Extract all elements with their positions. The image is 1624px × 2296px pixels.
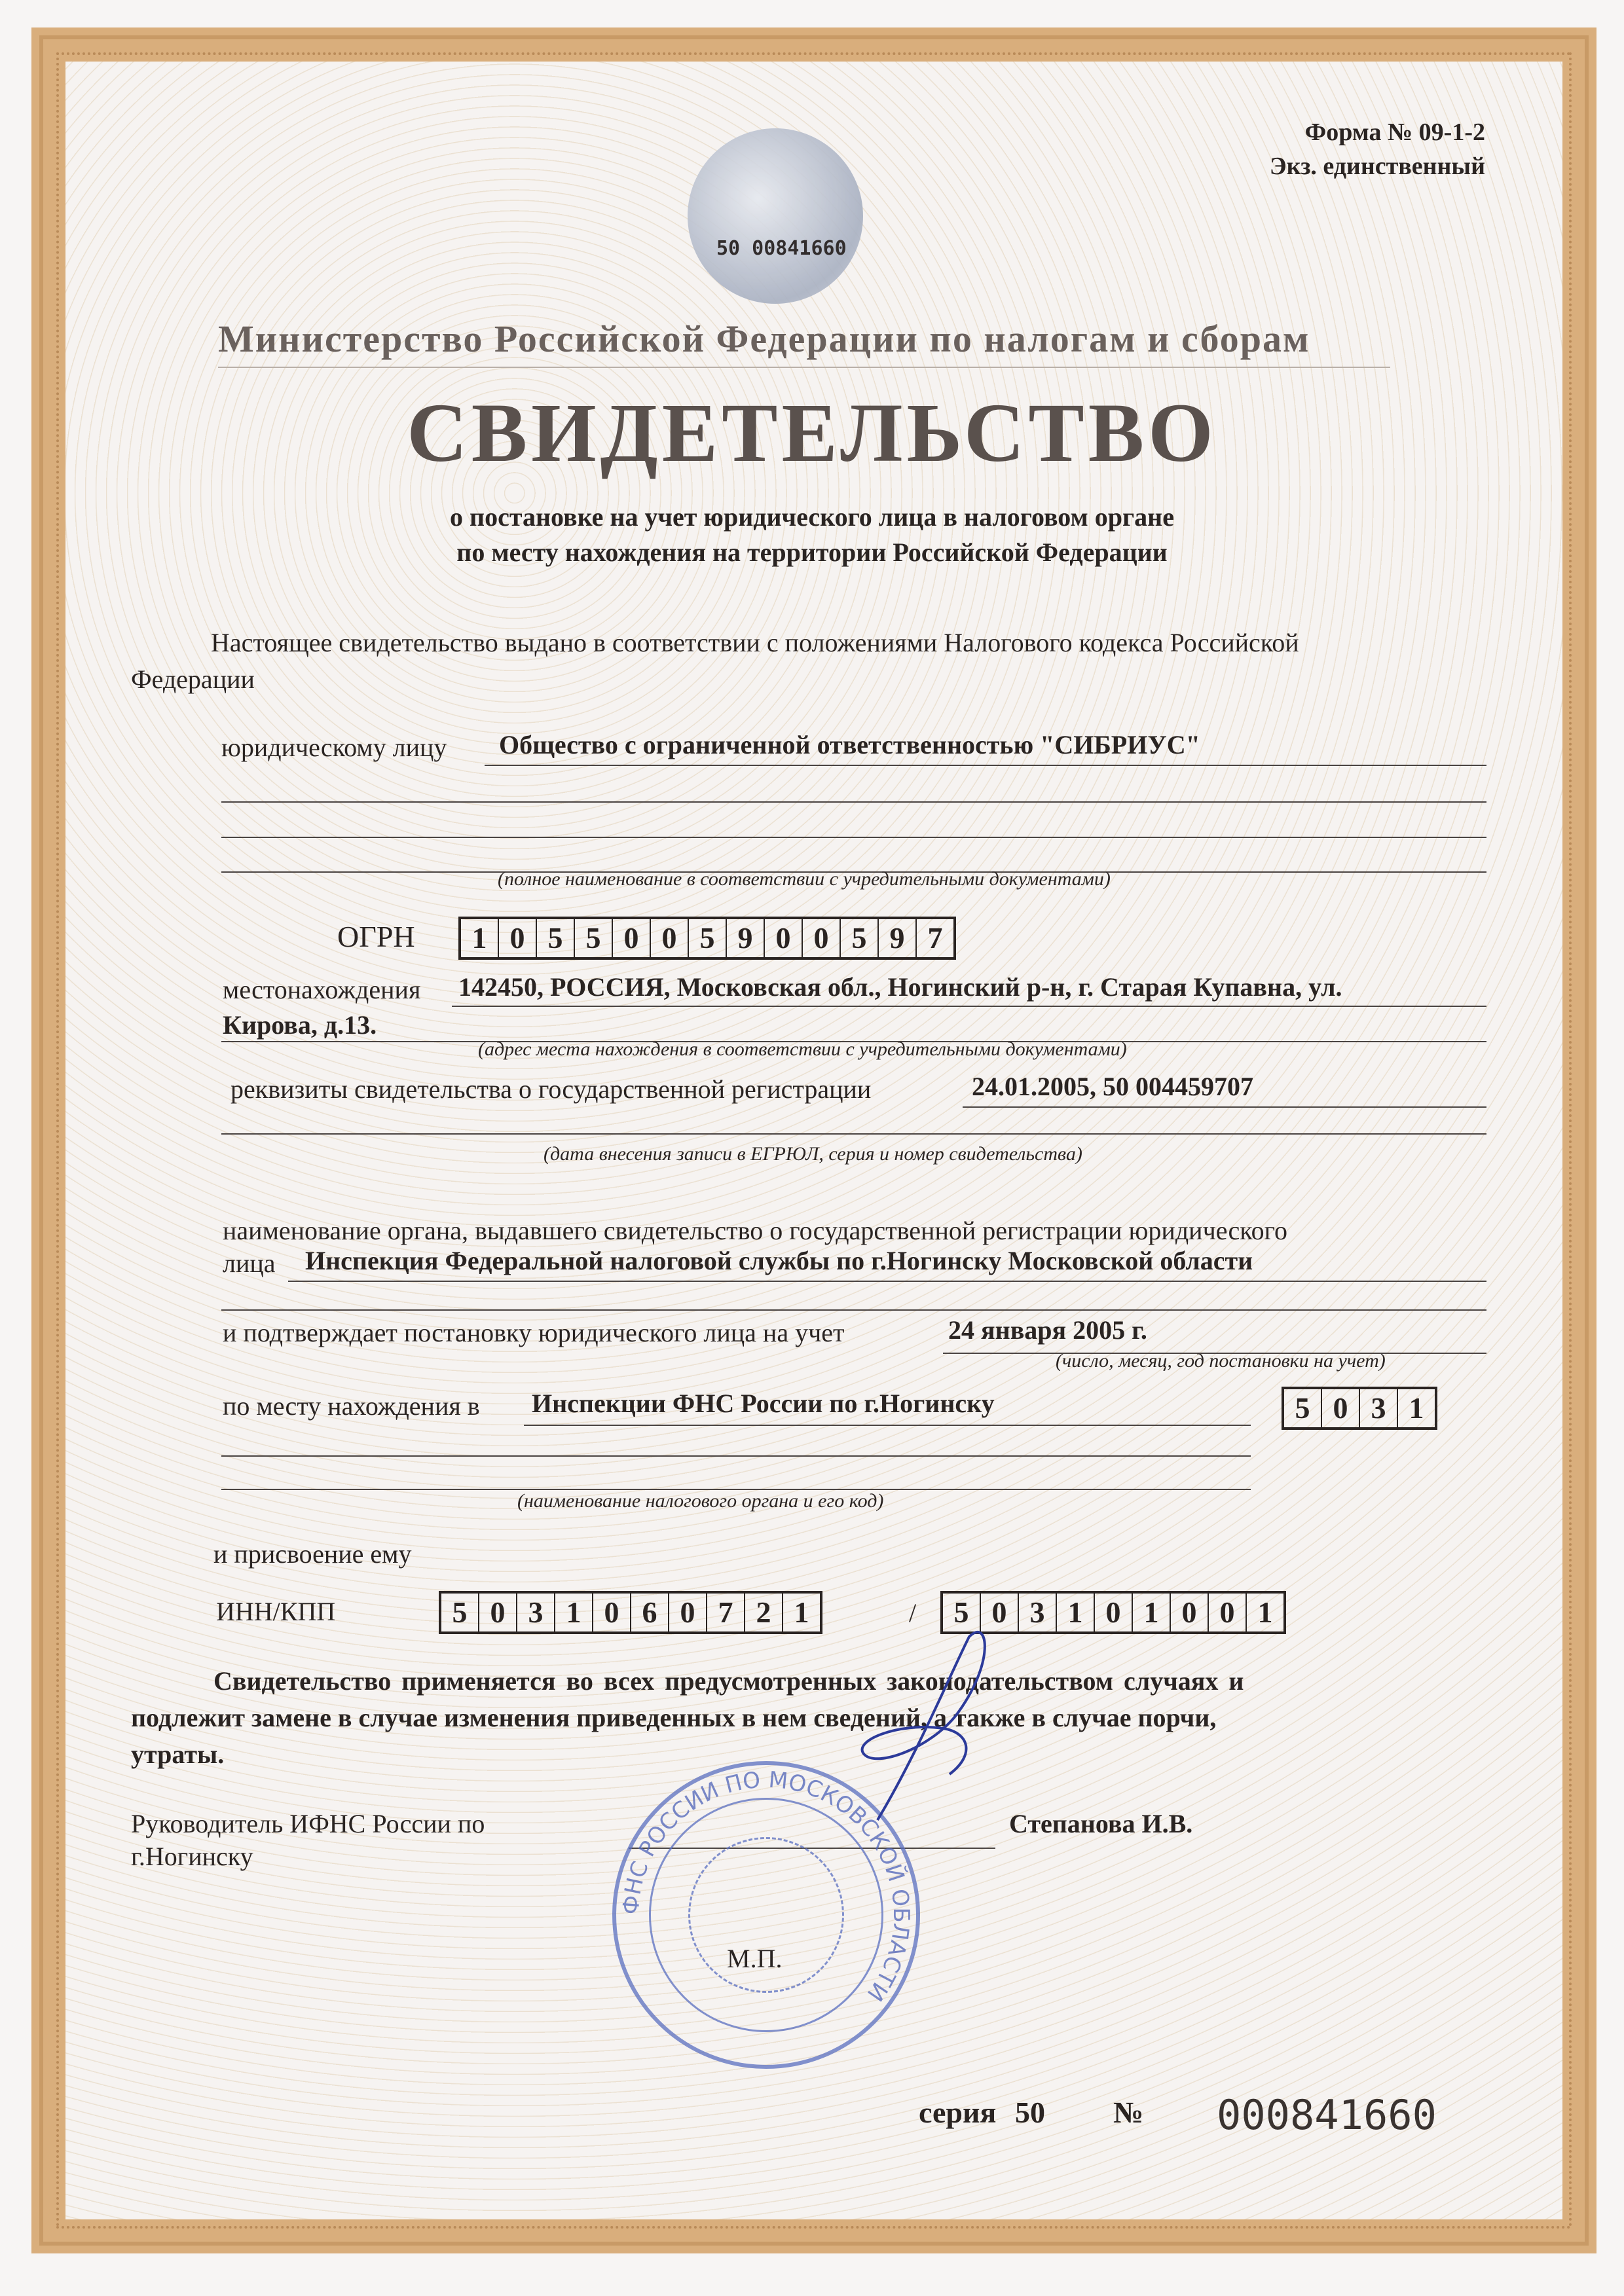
- code-digit: 0: [1322, 1389, 1360, 1427]
- issuer-label-1: наименование органа, выдавшего свидетельство о государственной регистрации юридического: [223, 1216, 1288, 1245]
- kpp-digit: 5: [943, 1594, 981, 1631]
- code-digit: 5: [1284, 1389, 1322, 1427]
- certificate-number: 000841660: [1217, 2091, 1437, 2139]
- ogrn-digit: 7: [927, 921, 943, 955]
- inn-digit: 7: [707, 1594, 745, 1631]
- ogrn-digit: 5: [575, 919, 613, 957]
- number-label: №: [1113, 2096, 1144, 2129]
- address-caption: (адрес места нахождения в соответствии с учредительными документами): [478, 1038, 1127, 1060]
- kpp-digit: 1: [1057, 1594, 1095, 1631]
- inn-digit: 0: [669, 1594, 707, 1631]
- inn-digit: 0: [593, 1594, 631, 1631]
- inn-kpp-label: ИНН/КПП: [216, 1597, 336, 1626]
- underline: [963, 1106, 1486, 1108]
- series-value: 50: [1015, 2096, 1045, 2129]
- underline: [221, 837, 1486, 838]
- underline: [524, 1425, 1251, 1426]
- code-digit: 1: [1409, 1391, 1424, 1425]
- underline: [452, 1006, 1486, 1007]
- stamp-text: ФНС РОССИИ ПО МОСКОВСКОЙ ОБЛАСТИ: [618, 1766, 915, 2006]
- ogrn-boxes: [458, 917, 956, 960]
- registration-label: реквизиты свидетельства о государственной регистрации: [231, 1074, 872, 1104]
- signer-position-2: г.Ногинску: [131, 1842, 253, 1871]
- kpp-digit: 0: [1209, 1594, 1247, 1631]
- signer-name: Степанова И.В.: [1009, 1809, 1193, 1838]
- ogrn-digit: 0: [803, 919, 841, 957]
- entity-label: юридическому лицу: [221, 733, 447, 762]
- inn-digit: 2: [745, 1594, 783, 1631]
- kpp-digit: 0: [981, 1594, 1019, 1631]
- entity-caption: (полное наименование в соответствии с учредительными документами): [498, 868, 1111, 890]
- inn-kpp-separator: /: [909, 1598, 917, 1628]
- confirm-caption: (число, месяц, год постановки на учет): [1056, 1350, 1386, 1372]
- ogrn-digit: 5: [537, 919, 575, 957]
- notice-line-1: Свидетельство применяется во всех предусмотренных законодательством случаях и: [213, 1666, 1244, 1696]
- underline: [221, 1455, 1251, 1457]
- ogrn-digit: 1: [461, 919, 499, 957]
- mp-label: М.П.: [727, 1944, 783, 1973]
- registration-value: 24.01.2005, 50 004459707: [972, 1072, 1253, 1101]
- subtitle-line-2: по месту нахождения на территории Российской Федерации: [456, 538, 1168, 567]
- underline: [485, 765, 1486, 766]
- address-line-2: Кирова, д.13.: [223, 1010, 377, 1040]
- underline: [221, 1309, 1486, 1311]
- ogrn-digit: 0: [765, 919, 803, 957]
- ogrn-digit: 0: [613, 919, 651, 957]
- code-digit: 3: [1360, 1389, 1398, 1427]
- ogrn-digit: 5: [841, 919, 879, 957]
- tax-office-value: Инспекции ФНС России по г.Ногинску: [532, 1389, 995, 1418]
- tax-office-code-boxes: [1282, 1387, 1437, 1430]
- kpp-digit: 0: [1095, 1594, 1133, 1631]
- assign-label: и присвоение ему: [213, 1539, 412, 1569]
- underline: [221, 1133, 1486, 1135]
- ogrn-digit: 0: [499, 919, 537, 957]
- kpp-digit: 1: [1257, 1595, 1273, 1629]
- confirm-date: 24 января 2005 г.: [948, 1315, 1147, 1345]
- hologram-seal: [688, 128, 863, 304]
- inn-digit: 6: [631, 1594, 669, 1631]
- handwritten-signature: [838, 1624, 1008, 1833]
- ogrn-digit: 0: [651, 919, 689, 957]
- notice-line-3: утраты.: [131, 1740, 225, 1769]
- inn-digit: 1: [794, 1595, 809, 1629]
- ogrn-digit: 9: [727, 919, 765, 957]
- registration-caption: (дата внесения записи в ЕГРЮЛ, серия и номер свидетельства): [544, 1143, 1082, 1165]
- ogrn-digit: 9: [879, 919, 917, 957]
- intro-line-2: Федерации: [131, 665, 255, 694]
- address-label: местонахождения: [223, 975, 421, 1004]
- notice-line-2: подлежит замене в случае изменения приведенных в нем сведений, а также в случае порчи,: [131, 1703, 1217, 1732]
- inn-digit: 0: [479, 1594, 517, 1631]
- signer-position-1: Руководитель ИФНС России по: [131, 1809, 485, 1838]
- inn-digit: 5: [441, 1594, 479, 1631]
- form-number: Форма № 09-1-2: [1304, 118, 1485, 146]
- inn-digit: 3: [517, 1594, 555, 1631]
- kpp-digit: 3: [1019, 1594, 1057, 1631]
- ministry-title: Министерство Российской Федерации по налогам и сборам: [218, 318, 1310, 360]
- ogrn-label: ОГРН: [337, 920, 415, 953]
- tax-office-caption: (наименование налогового органа и его код): [517, 1490, 884, 1512]
- series-label: серия: [919, 2096, 997, 2129]
- entity-name: Общество с ограниченной ответственностью "СИБРИУС": [499, 730, 1200, 759]
- inn-boxes: [439, 1591, 822, 1634]
- confirm-label: и подтверждает постановку юридического лица на учет: [223, 1318, 845, 1347]
- underline: [288, 1281, 1486, 1282]
- kpp-digit: 1: [1133, 1594, 1171, 1631]
- underline: [221, 801, 1486, 803]
- divider: [218, 367, 1390, 368]
- issuer-label-2: лица: [223, 1248, 276, 1278]
- issuer-value: Инспекция Федеральной налоговой службы по г.Ногинску Московской области: [305, 1246, 1253, 1275]
- document-title: СВИДЕТЕЛЬСТВО: [407, 386, 1217, 479]
- kpp-digit: 0: [1171, 1594, 1209, 1631]
- subtitle-line-1: о постановке на учет юридического лица в налоговом органе: [450, 502, 1174, 532]
- address-line-1: 142450, РОССИЯ, Московская обл., Ногинский р-н, г. Старая Купавна, ул.: [458, 972, 1342, 1002]
- copy-label: Экз. единственный: [1269, 153, 1485, 180]
- intro-line-1: Настоящее свидетельство выдано в соответствии с положениями Налогового кодекса Российской: [211, 628, 1299, 657]
- hologram-number: 50 00841660: [716, 237, 847, 260]
- ogrn-digit: 5: [689, 919, 727, 957]
- tax-office-label: по месту нахождения в: [223, 1391, 480, 1421]
- inn-digit: 1: [555, 1594, 593, 1631]
